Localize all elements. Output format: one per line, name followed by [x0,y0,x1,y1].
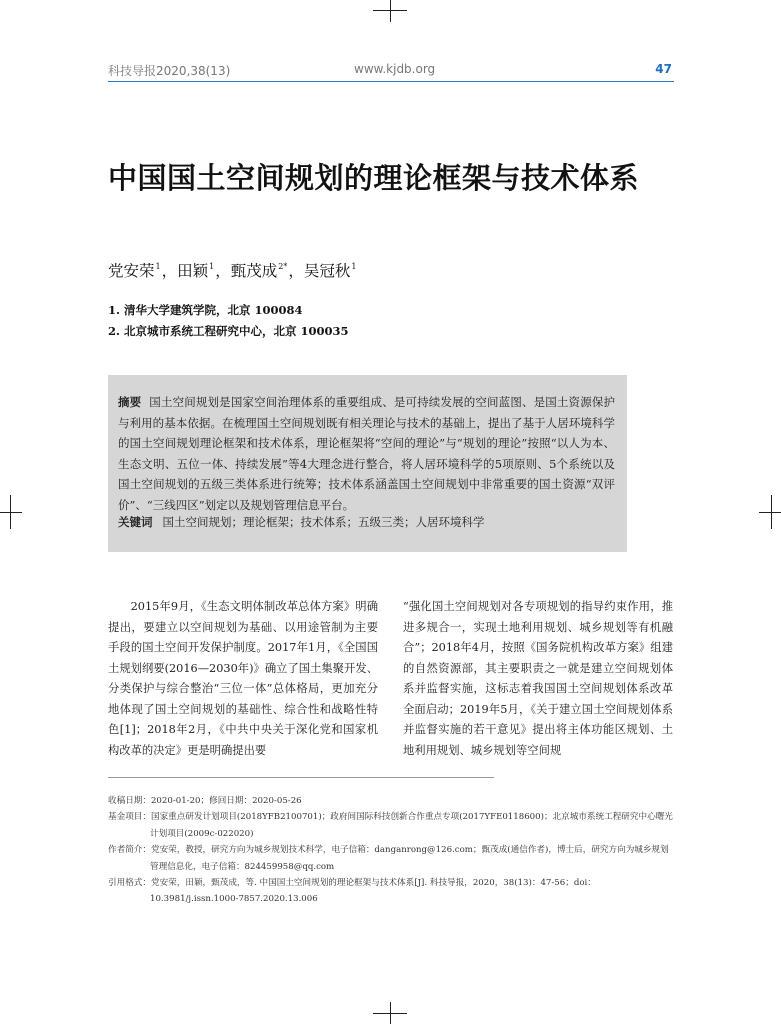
footnotes [108,793,674,908]
running-header [108,62,672,80]
author-name: 田颖 [177,262,209,280]
footnote-dates: 收稿日期：2020-01-20；修回日期：2020-05-26 [108,796,302,806]
body-column-left: 2015年9月，《生态文明体制改革总体方案》明确提出，要建立以空间规划为基础、以用途管制为主要手段的国土空间开发保护制度。2017年1月，《全国国土规划纲要(2016—2030年)》确立了国土集聚开发、分类保护与综合整治“三位一体”总体格局，更加充分地体现了国土空间规划的基础性、综合性和战略性特色[1]；2018年2月，《中共中央关于深化党和国家机构改革的决定》更是明确提出要 [108,600,378,757]
keywords-label: 关键词 [118,515,153,529]
abstract-body: 国土空间规划是国家空间治理体系的重要组成、是可持续发展的空间蓝图、是国土资源保护与利用的基本依据。在梳理国土空间规划既有相关理论与技术的基础上，提出了基于人居环境科学的国土空间规划理论框架和技术体系，理论框架将“空间的理论”与“规划的理论”按照“以人为本、生态文明、五位一体、持续发展”等4大理念进行整合，将人居环境科学的5项原则、5个系统以及国土空间规划的五级三类体系进行统筹；技术体系涵盖国土空间规划中非常重要的国土资源“双评价”、“三线四区”划定以及规划管理信息平台。 [118,395,615,512]
keywords-text: 国土空间规划；理论框架；技术体系；五级三类；人居环境科学 [162,515,485,529]
journal-citation: 科技导报2020,38(13) [108,64,231,78]
author-mark: 2* [278,262,288,271]
author-mark: 1 [209,262,215,271]
author-name: 甄茂成 [230,262,278,280]
abstract-label: 摘要 [118,395,142,409]
header-rule [108,81,674,82]
author-mark: 1 [351,262,357,271]
crop-mark-left-h [0,512,22,513]
author-name: 党安荣 [108,262,155,280]
footnote-rule [108,777,494,778]
footnote-citation: 引用格式：党安荣，田颖，甄茂成，等. 中国国土空间规划的理论框架与技术体系[J]. 科技导报，2020，38(13)：47-56；doi：10.3981/j.issn.1000-7857.2020.13.006 [108,878,596,905]
page-number: 47 [655,62,672,76]
crop-mark-bottom-h [373,1013,407,1014]
body-column-right: “强化国土空间规划对各专项规划的指导约束作用，推进多规合一，实现土地利用规划、城乡规划等有机融合”；2018年4月，按照《国务院机构改革方案》组建的自然资源部，其主要职责之一就是建立空间规划体系并监督实施，这标志着我国国土空间规划体系改革全面启动；2019年5月，《关于建立国土空间规划体系并监督实施的若干意见》提出将主体功能区规划、土地利用规划、城乡规划等空间规 [403,600,673,757]
footnote-author-bio: 作者简介：党安荣，教授，研究方向为城乡规划技术科学，电子信箱：danganrong@126.com；甄茂成(通信作者)，博士后，研究方向为城乡规划管理信息化，电子信箱：824459958@qq.com [108,845,669,872]
footnote-funding: 基金项目：国家重点研发计划项目(2018YFB2100701)；政府间国际科技创新合作重点专项(2017YFE0118600)；北京城市系统工程研究中心曙光计划项目(2009c-022020) [108,812,673,839]
affiliation-1: 1. 清华大学建筑学院，北京 100084 [108,303,303,317]
article-title: 中国国土空间规划的理论框架与技术体系 [108,161,640,195]
author-mark: 1 [155,262,161,271]
crop-mark-right-h [759,512,781,513]
crop-mark-top-h [373,10,407,11]
author-list: 党安荣$^1$，田颖$^1$，甄茂成$^{2*}$，吴冠秋$^1$ [108,262,357,280]
abstract [118,392,615,516]
author-name: 吴冠秋 [303,262,351,280]
crop-mark-top-v [390,0,391,22]
keywords [118,514,485,530]
affiliation-2: 2. 北京城市系统工程研究中心，北京 100035 [108,324,349,338]
journal-url[interactable]: www.kjdb.org [354,62,436,76]
